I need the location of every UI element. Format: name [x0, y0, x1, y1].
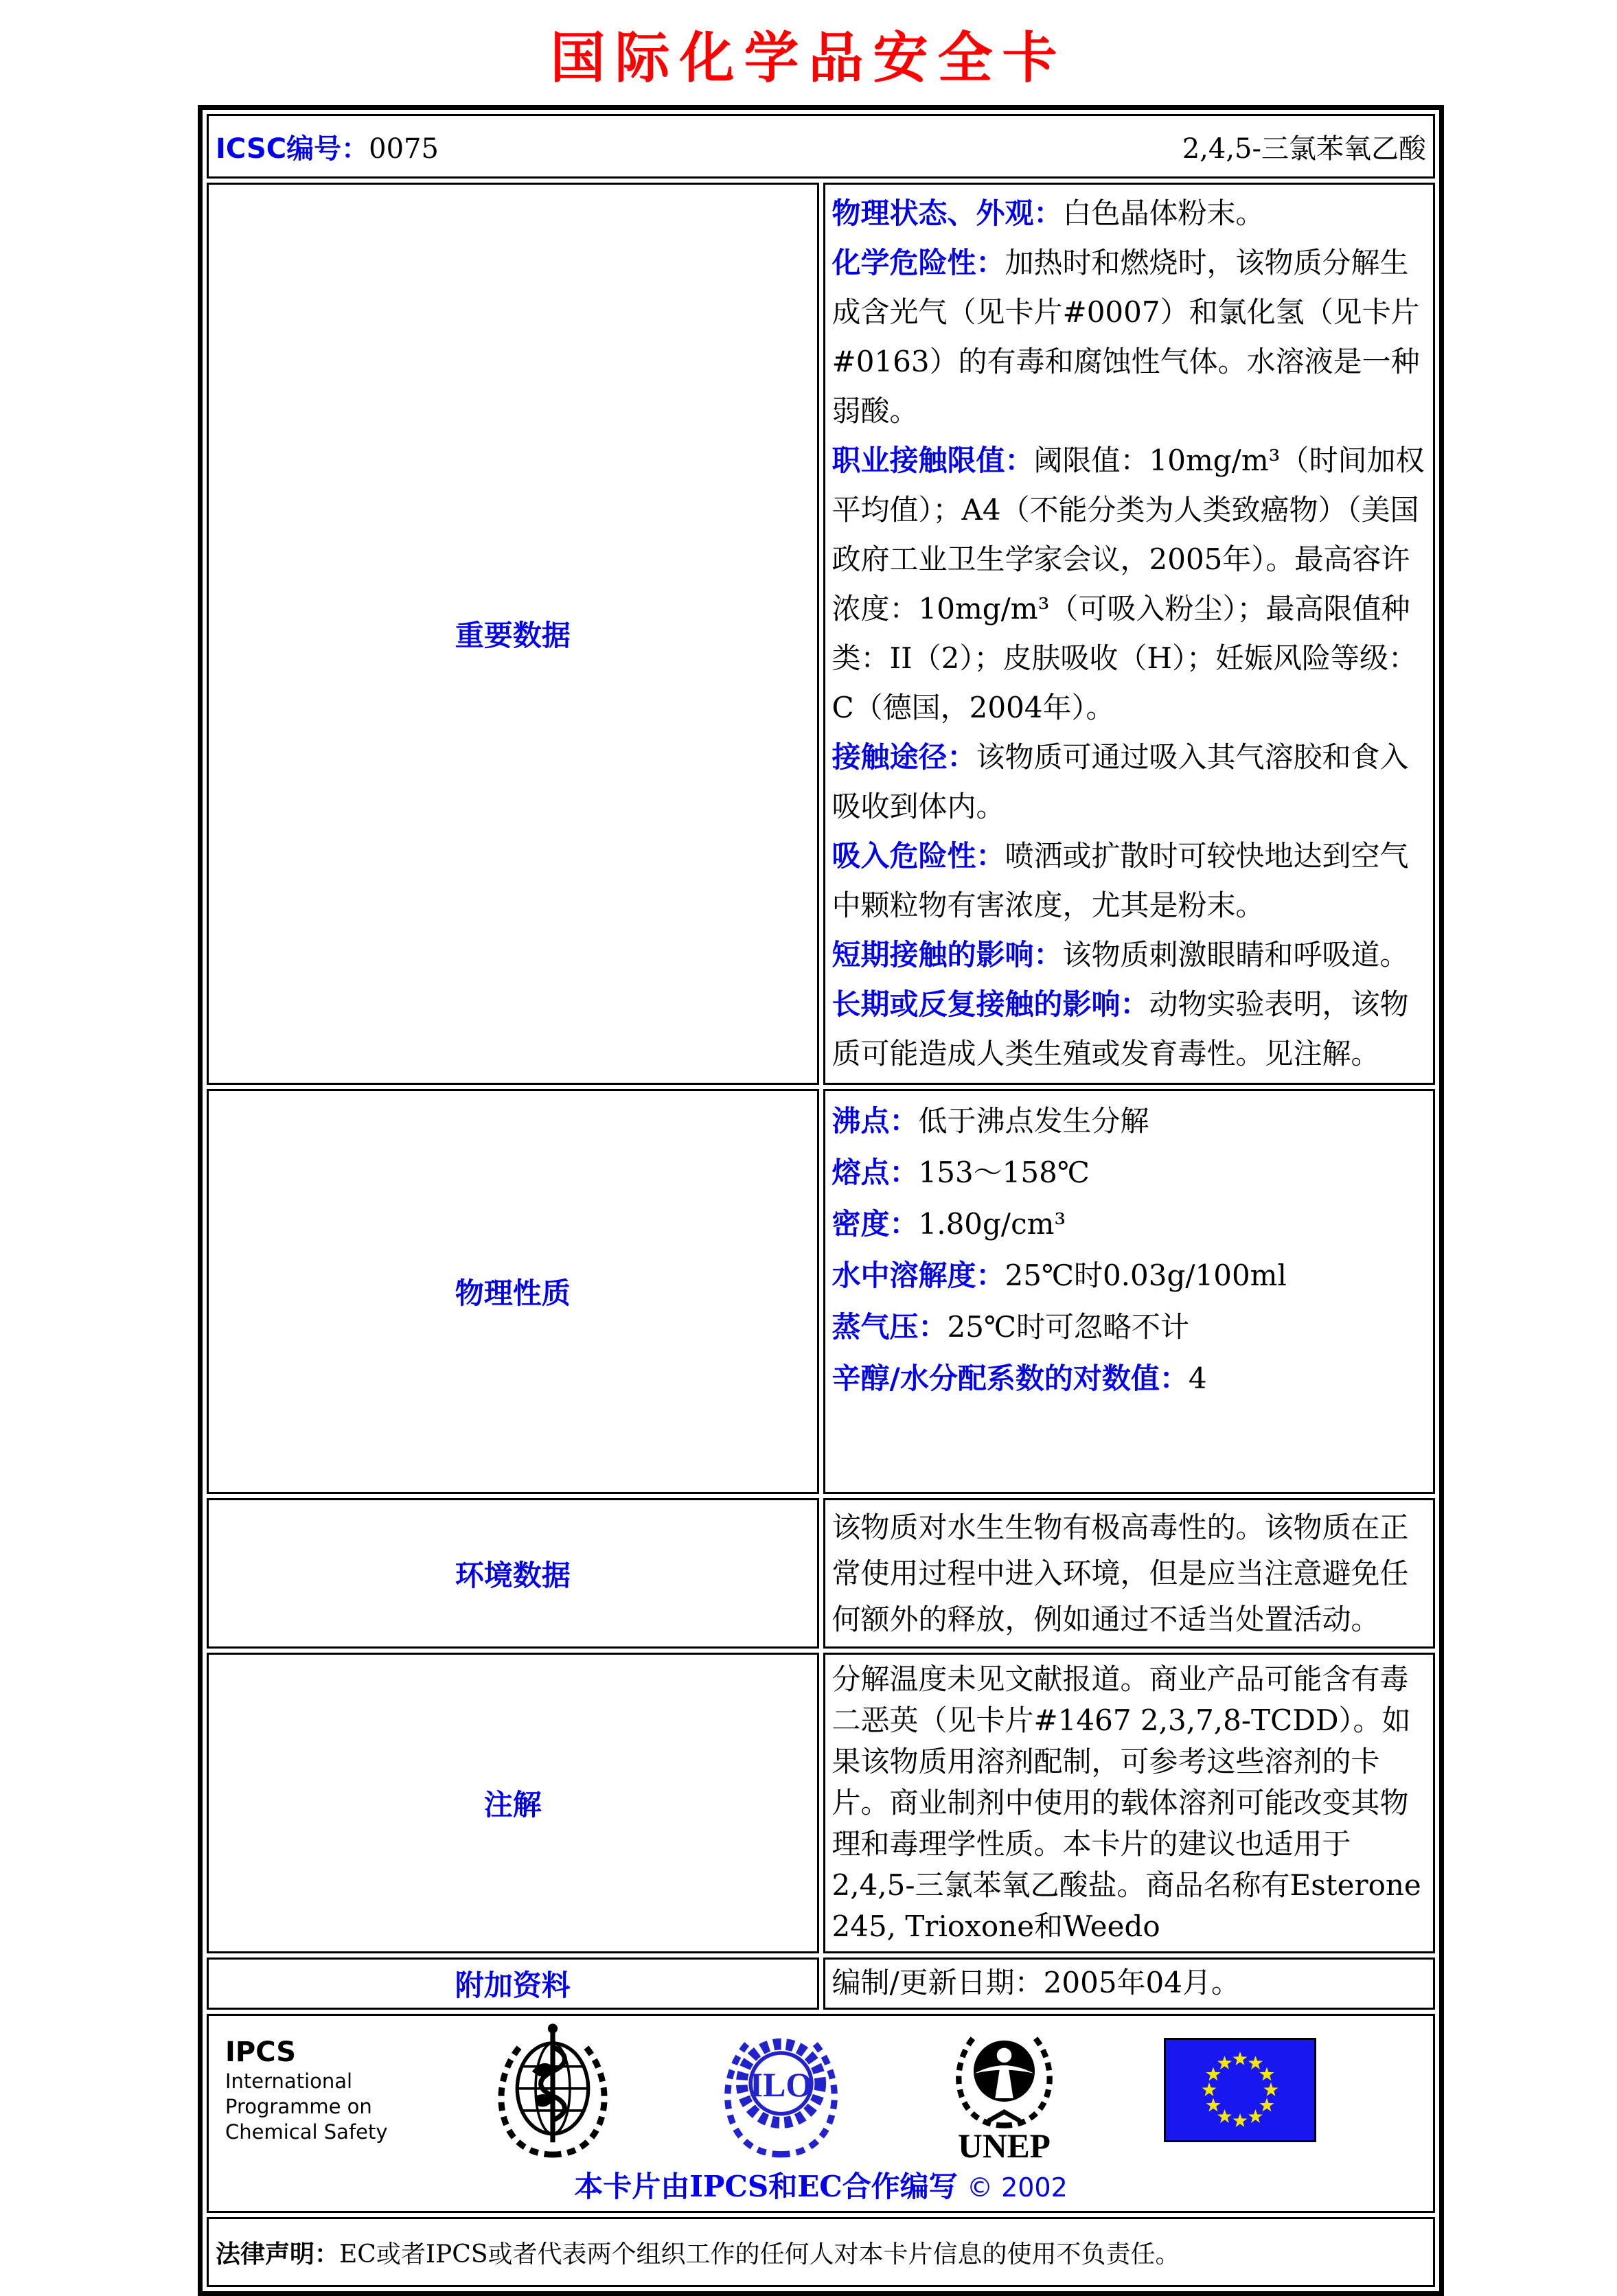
- additional-text: 编制/更新日期：2005年04月。: [832, 1966, 1240, 1999]
- field-text: 25℃时0.03g/100ml: [1005, 1259, 1287, 1292]
- field-text: 喷洒或扩散时可较快地达到空气中颗粒物有害浓度，尤其是粉末。: [832, 839, 1409, 922]
- ipcs-line1: International: [225, 2069, 353, 2093]
- legal-text: EC或者IPCS或者代表两个组织工作的任何人对本卡片信息的使用不负责任。: [339, 2240, 1180, 2269]
- notes-text: 分解温度未见文献报道。商业产品可能含有毒二恶英（见卡片#1467 2,3,7,8-TCDD）。如果该物质用溶剂配制，可参考这些溶剂的卡片。商业制剂中使用的载体溶剂可能改变其物理和毒理学性质。本卡片的建议也适用于2,4,5-三氯苯氧乙酸盐。商品名称有Esterone 245, Trioxone和Weedo: [832, 1662, 1421, 1943]
- chemical-name: 2,4,5-三氯苯氧乙酸: [1182, 133, 1426, 165]
- icsc-number-group: [216, 127, 439, 166]
- field-occupational-limits: [832, 436, 1427, 733]
- field-short-term-effects: [832, 930, 1427, 980]
- logos-strip: [216, 2021, 1426, 2164]
- field-label: 吸入危险性：: [832, 839, 1005, 873]
- physical-properties-row: [207, 1089, 1435, 1494]
- field-physical-state: [832, 189, 1427, 238]
- unep-label: UNEP: [957, 2126, 1051, 2164]
- section-label-physical: 物理性质: [207, 1089, 819, 1494]
- section-label-environment: 环境数据: [207, 1498, 819, 1649]
- field-text: 阈限值：10mg/m³（时间加权平均值）；A4（不能分类为人类致癌物）（美国政府工业卫生学家会议，2005年）。最高容许浓度：10mg/m³（可吸入粉尘）；最高限值种类：II（2）；皮肤吸收（H）；妊娠风险等级：C（德国，2004年）。: [832, 444, 1425, 724]
- environmental-data-row: [207, 1498, 1435, 1649]
- important-data-content: [823, 183, 1436, 1085]
- icsc-number-label: ICSC编号：: [216, 133, 369, 165]
- field-label: 蒸气压：: [832, 1310, 948, 1344]
- field-chemical-danger: [832, 238, 1427, 436]
- field-label: 水中溶解度：: [832, 1259, 1005, 1292]
- environment-text: 该物质对水生生物有极高毒性的。该物质在正常使用过程中进入环境，但是应当注意避免任何额外的释放，例如通过不适当处置活动。: [832, 1511, 1409, 1636]
- field-text: 该物质刺激眼睛和呼吸道。: [1062, 938, 1409, 972]
- environmental-data-content: [823, 1498, 1436, 1649]
- page-title: 国际化学品安全卡: [550, 25, 1067, 90]
- field-text: 白色晶体粉末。: [1062, 196, 1265, 230]
- notes-row: [207, 1653, 1435, 1953]
- unep-emblem-icon: [948, 2017, 1061, 2164]
- legal-label: 法律声明：: [216, 2240, 340, 2269]
- icsc-card-table: [198, 105, 1444, 2296]
- field-text: 加热时和燃烧时，该物质分解生成含光气（见卡片#0007）和氯化氢（见卡片#0163）的有毒和腐蚀性气体。水溶液是一种弱酸。: [832, 246, 1420, 428]
- field-label: 密度：: [832, 1207, 919, 1241]
- field-label: 长期或反复接触的影响：: [832, 987, 1149, 1021]
- important-data-row: [207, 183, 1435, 1085]
- icsc-number-value: 0075: [369, 133, 439, 165]
- ilo-label: ILO: [749, 2065, 812, 2104]
- field-text: 153～158℃: [918, 1156, 1090, 1189]
- eu-flag-icon: [1164, 2038, 1316, 2142]
- additional-info-content: [823, 1958, 1436, 2010]
- page: [0, 14, 1617, 2296]
- field-text: 该物质可通过吸入其气溶胶和食入吸收到体内。: [832, 740, 1409, 823]
- field-label: 熔点：: [832, 1156, 919, 1189]
- field-octanol-water: [832, 1353, 1427, 1404]
- field-label: 职业接触限值：: [832, 444, 1034, 477]
- credit-line: [216, 2164, 1426, 2205]
- field-exposure-routes: [832, 733, 1427, 831]
- field-text: 低于沸点发生分解: [918, 1104, 1149, 1138]
- field-melting-point: [832, 1147, 1427, 1198]
- field-boiling-point: [832, 1095, 1427, 1147]
- field-text: 1.80g/cm³: [918, 1207, 1066, 1241]
- field-text: 动物实验表明，该物质可能造成人类生殖或发育毒性。见注解。: [832, 987, 1409, 1070]
- field-text: 4: [1188, 1362, 1207, 1395]
- field-water-solubility: [832, 1250, 1427, 1301]
- field-label: 接触途径：: [832, 740, 976, 774]
- legal-cell: [207, 2217, 1435, 2287]
- section-label-important: 重要数据: [207, 183, 819, 1085]
- field-text: 25℃时可忽略不计: [947, 1310, 1189, 1344]
- field-label: 沸点：: [832, 1104, 919, 1138]
- field-label: 物理状态、外观：: [832, 196, 1063, 230]
- notes-content: [823, 1653, 1436, 1953]
- field-label: 化学危险性：: [832, 246, 1005, 279]
- ipcs-line3: Chemical Safety: [225, 2120, 388, 2144]
- header-row: [207, 114, 1435, 179]
- section-label-notes: 注解: [207, 1653, 819, 1953]
- logos-cell: [207, 2014, 1435, 2213]
- legal-row: [207, 2217, 1435, 2287]
- field-label: 短期接触的影响：: [832, 938, 1063, 972]
- copyright-text: © 2002: [967, 2172, 1068, 2203]
- section-label-additional: 附加资料: [207, 1958, 819, 2010]
- ipcs-text-block: [225, 2036, 388, 2145]
- ipcs-title: IPCS: [225, 2036, 297, 2068]
- field-label: 辛醇/水分配系数的对数值：: [832, 1362, 1189, 1395]
- ilo-emblem-icon: [718, 2020, 845, 2161]
- who-emblem-icon: [491, 2020, 615, 2161]
- additional-info-row: [207, 1958, 1435, 2010]
- field-long-term-effects: [832, 980, 1427, 1079]
- field-inhalation-risk: [832, 831, 1427, 930]
- header-cell: [207, 114, 1435, 179]
- credit-text: 本卡片由IPCS和EC合作编写: [574, 2170, 958, 2203]
- ipcs-line2: Programme on: [225, 2094, 372, 2118]
- field-vapor-pressure: [832, 1301, 1427, 1353]
- physical-properties-content: [823, 1089, 1436, 1494]
- logos-row: [207, 2014, 1435, 2213]
- field-density: [832, 1198, 1427, 1250]
